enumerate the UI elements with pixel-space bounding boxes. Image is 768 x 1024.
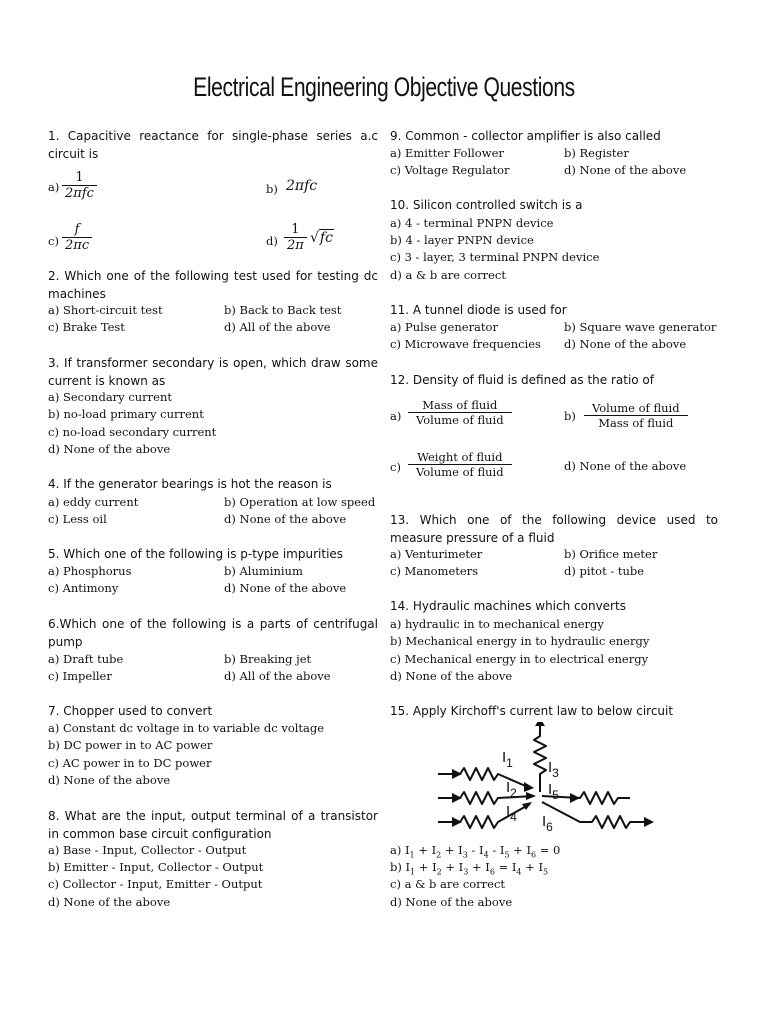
q3-option-b: b) no-load primary current bbox=[48, 407, 204, 421]
q4-option-a: a) eddy current bbox=[48, 495, 139, 509]
q8-option-c: c) Collector - Input, Emitter - Output bbox=[48, 877, 263, 891]
arrow-i4 bbox=[452, 817, 462, 827]
label-i4: $I_4$ bbox=[506, 803, 517, 824]
q1-a-numerator: 1 bbox=[62, 170, 97, 186]
q10-option-a: a) 4 - terminal PNPN device bbox=[390, 216, 554, 230]
question-10: 10. Silicon controlled switch is a bbox=[390, 198, 583, 212]
q7-option-d: d) None of the above bbox=[48, 773, 171, 787]
q4-option-d: d) None of the above bbox=[224, 512, 347, 526]
label-i6: $I_6$ bbox=[542, 813, 553, 832]
q12-option-a-label: a) bbox=[390, 409, 402, 423]
question-14: 14. Hydraulic machines which converts bbox=[390, 599, 626, 613]
question-12: 12. Density of fluid is defined as the ratio of bbox=[390, 373, 654, 387]
q11-option-d: d) None of the above bbox=[564, 337, 687, 351]
q15-option-d: d) None of the above bbox=[390, 895, 513, 909]
q4-option-b: b) Operation at low speed bbox=[224, 495, 376, 509]
q14-option-d: d) None of the above bbox=[390, 669, 513, 683]
q12-option-b-fraction bbox=[584, 401, 688, 430]
resistor-i3 bbox=[534, 726, 546, 792]
q12-option-b-label: b) bbox=[564, 409, 576, 423]
q10-option-d: d) a & b are correct bbox=[390, 268, 506, 282]
arrow-i3 bbox=[535, 722, 545, 726]
arrow-i5 bbox=[570, 793, 580, 803]
q5-option-b: b) Aluminium bbox=[224, 564, 303, 578]
q12-c-numerator: Weight of fluid bbox=[408, 450, 512, 465]
q5-option-c: c) Antimony bbox=[48, 581, 119, 595]
q6-option-d: d) All of the above bbox=[224, 669, 331, 683]
q12-b-numerator: Volume of fluid bbox=[584, 401, 688, 416]
q4-option-c: c) Less oil bbox=[48, 512, 107, 526]
q9-option-d: d) None of the above bbox=[564, 163, 687, 177]
q1-d-radicand: fc bbox=[319, 230, 333, 246]
arrow-i2 bbox=[452, 793, 462, 803]
q1-c-denominator: 2πc bbox=[65, 238, 90, 253]
question-1: 1. Capacitive reactance for single-phase series a.c circuit is bbox=[48, 129, 378, 161]
q3-option-c: c) no-load secondary current bbox=[48, 425, 217, 439]
q6-option-a: a) Draft tube bbox=[48, 652, 124, 666]
kcl-circuit-diagram bbox=[430, 722, 660, 832]
q15-option-a: a) $I_1 + I_2 + I_3 - I_4 - I_5 + I_6 = 0$ bbox=[390, 843, 561, 860]
resistor-i6 bbox=[542, 802, 652, 828]
q10-option-c: c) 3 - layer, 3 terminal PNPN device bbox=[390, 250, 600, 264]
q1-option-b-label: b) bbox=[266, 182, 278, 196]
question-6: 6.Which one of the following is a parts of centrifugal pump bbox=[48, 617, 378, 649]
q15-option-c: c) a & b are correct bbox=[390, 877, 506, 891]
question-2: 2. Which one of the following test used for testing dc machines bbox=[48, 269, 378, 301]
q7-option-c: c) AC power in to DC power bbox=[48, 756, 212, 770]
q14-option-b: b) Mechanical energy in to hydraulic energy bbox=[390, 634, 650, 648]
q1-option-d-label: d) bbox=[266, 234, 278, 248]
q13-option-c: c) Manometers bbox=[390, 564, 479, 578]
q1-d-radical: √fc bbox=[310, 230, 333, 246]
q1-option-a-label: a) bbox=[48, 180, 60, 194]
q1-option-b-expr: 2πfc bbox=[286, 178, 318, 194]
q9-option-a: a) Emitter Follower bbox=[390, 146, 504, 160]
q10-option-b: b) 4 - layer PNPN device bbox=[390, 233, 534, 247]
q13-option-a: a) Venturimeter bbox=[390, 547, 483, 561]
q12-option-d: d) None of the above bbox=[564, 459, 687, 473]
q1-option-d-fraction bbox=[284, 222, 307, 253]
label-i3: $I_3$ bbox=[548, 759, 559, 780]
q1-c-numerator: f bbox=[62, 222, 92, 238]
arrow-i1 bbox=[452, 769, 462, 779]
question-4: 4. If the generator bearings is hot the reason is bbox=[48, 477, 332, 491]
q2-option-c: c) Brake Test bbox=[48, 320, 125, 334]
q7-option-b: b) DC power in to AC power bbox=[48, 738, 213, 752]
q8-option-b: b) Emitter - Input, Collector - Output bbox=[48, 860, 264, 874]
question-11: 11. A tunnel diode is used for bbox=[390, 303, 567, 317]
q1-d-denominator: 2π bbox=[287, 238, 304, 253]
question-9: 9. Common - collector amplifier is also called bbox=[390, 129, 661, 143]
q1-option-a-fraction bbox=[62, 170, 97, 201]
q6-option-b: b) Breaking jet bbox=[224, 652, 312, 666]
question-13: 13. Which one of the following device used to measure pressure of a fluid bbox=[390, 513, 718, 545]
question-7: 7. Chopper used to convert bbox=[48, 704, 213, 718]
q5-option-d: d) None of the above bbox=[224, 581, 347, 595]
q15-option-b: b) $I_1 + I_2 + I_3 + I_6 = I_4 + I_5$ bbox=[390, 860, 549, 877]
junction-arrow-in-1 bbox=[524, 782, 534, 792]
question-8: 8. What are the input, output terminal of a transistor in common base circuit configuration bbox=[48, 809, 378, 841]
q8-option-d: d) None of the above bbox=[48, 895, 171, 909]
q13-option-d: d) pitot - tube bbox=[564, 564, 645, 578]
question-15: 15. Apply Kirchoff's current law to below circuit bbox=[390, 704, 674, 718]
q2-option-d: d) All of the above bbox=[224, 320, 331, 334]
arrow-i6 bbox=[644, 817, 654, 827]
q14-option-c: c) Mechanical energy in to electrical energy bbox=[390, 652, 649, 666]
q12-b-denominator: Mass of fluid bbox=[598, 416, 674, 430]
q3-option-a: a) Secondary current bbox=[48, 390, 172, 404]
q12-option-c-fraction bbox=[408, 450, 512, 479]
resistor-i1 bbox=[438, 768, 530, 788]
q12-option-c-label: c) bbox=[390, 460, 401, 474]
q1-d-numerator: 1 bbox=[284, 222, 307, 238]
q12-a-numerator: Mass of fluid bbox=[408, 398, 512, 413]
q3-option-d: d) None of the above bbox=[48, 442, 171, 456]
q1-option-c-fraction bbox=[62, 222, 92, 253]
label-i5: $I_5$ bbox=[548, 781, 559, 802]
q12-a-denominator: Volume of fluid bbox=[416, 413, 504, 427]
q13-option-b: b) Orifice meter bbox=[564, 547, 658, 561]
q9-option-b: b) Register bbox=[564, 146, 629, 160]
q8-option-a: a) Base - Input, Collector - Output bbox=[48, 843, 247, 857]
q11-option-c: c) Microwave frequencies bbox=[390, 337, 541, 351]
q12-option-a-fraction bbox=[408, 398, 512, 427]
question-5: 5. Which one of the following is p-type impurities bbox=[48, 547, 344, 561]
q12-c-denominator: Volume of fluid bbox=[416, 465, 504, 479]
q2-option-a: a) Short-circuit test bbox=[48, 303, 163, 317]
label-i2: $I_2$ bbox=[506, 779, 517, 800]
junction-arrow-in-2 bbox=[526, 792, 536, 800]
q11-option-b: b) Square wave generator bbox=[564, 320, 717, 334]
q14-option-a: a) hydraulic in to mechanical energy bbox=[390, 617, 604, 631]
q5-option-a: a) Phosphorus bbox=[48, 564, 132, 578]
q6-option-c: c) Impeller bbox=[48, 669, 112, 683]
q2-option-b: b) Back to Back test bbox=[224, 303, 342, 317]
q1-a-denominator: 2πfc bbox=[65, 186, 94, 201]
q11-option-a: a) Pulse generator bbox=[390, 320, 498, 334]
page-title: Electrical Engineering Objective Questions bbox=[193, 72, 575, 102]
q9-option-c: c) Voltage Regulator bbox=[390, 163, 510, 177]
q7-option-a: a) Constant dc voltage in to variable dc voltage bbox=[48, 721, 325, 735]
question-3: 3. If transformer secondary is open, which draw some current is known as bbox=[48, 356, 378, 388]
label-i1: $I_1$ bbox=[502, 749, 513, 770]
q1-option-c-label: c) bbox=[48, 234, 59, 248]
